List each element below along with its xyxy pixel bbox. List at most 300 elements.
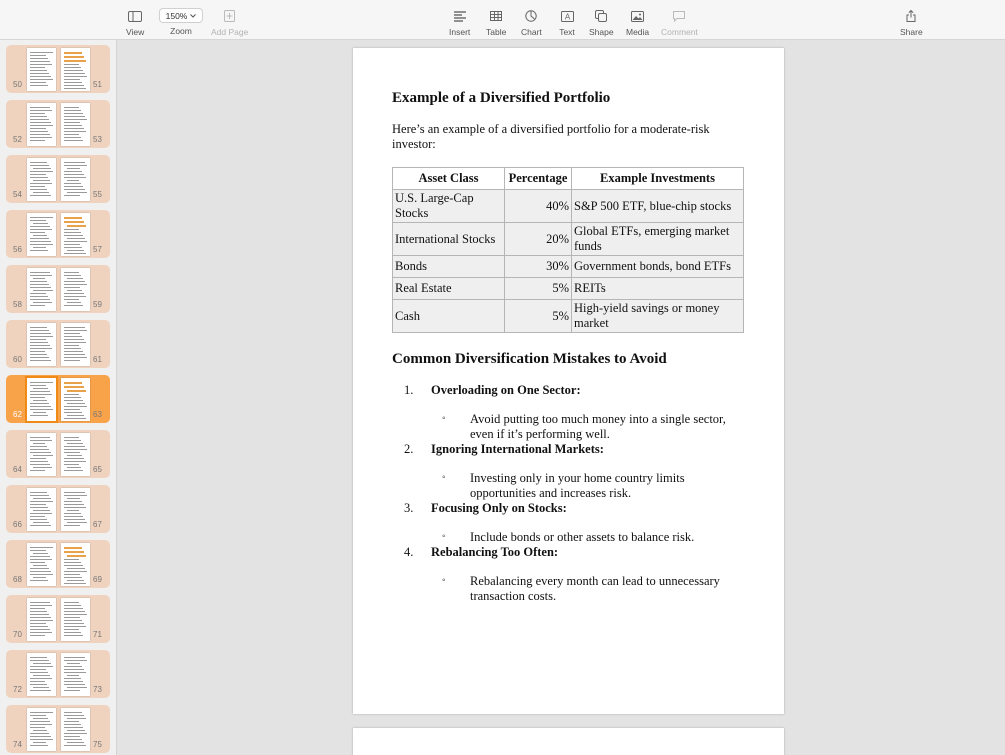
add-page-button[interactable] [211, 8, 248, 37]
page-thumbnail[interactable] [61, 543, 90, 586]
thumbnail-text-line [64, 284, 87, 285]
page-spread[interactable] [6, 100, 110, 148]
thumbnail-text-line [67, 742, 84, 743]
cell-example-investments[interactable]: S&P 500 ETF, blue-chip stocks [572, 190, 744, 223]
thumbnail-text-line [30, 608, 45, 609]
page-number: 52 [13, 135, 22, 144]
thumbnail-text-line [33, 388, 48, 389]
page-number: 63 [93, 410, 102, 419]
table-row [393, 256, 744, 278]
thumbnail-text-line [67, 290, 82, 291]
thumbnail-text-line [30, 128, 46, 129]
thumbnail-text-line [30, 562, 45, 563]
page-spread[interactable] [6, 485, 110, 533]
page-number: 53 [93, 135, 102, 144]
thumbnail-text-line [30, 394, 52, 395]
thumbnail-text-line [67, 498, 80, 499]
page-thumbnail[interactable] [61, 598, 90, 641]
thumbnail-text-line [30, 623, 46, 624]
zoom-label: Zoom [170, 26, 192, 36]
page-number: 59 [93, 300, 102, 309]
chevron-down-icon [190, 14, 196, 18]
thumbnail-text-line [64, 70, 83, 71]
thumbnail-text-line [30, 125, 53, 126]
thumbnail-text-line [30, 681, 45, 682]
document-canvas [117, 40, 1005, 755]
thumbnail-text-line [30, 345, 50, 346]
share-icon [902, 8, 920, 24]
thumbnail-text-line [33, 302, 52, 303]
thumbnail-text-line [33, 687, 49, 688]
thumbnail-text-line [64, 357, 87, 358]
thumbnail-text-line [33, 168, 51, 169]
thumbnail-text-line [33, 192, 49, 193]
thumbnail-text-line [30, 745, 48, 746]
thumbnail-text-line [64, 56, 84, 58]
cell-example-investments[interactable]: High-yield savings or money market [572, 300, 744, 333]
page-number: 74 [13, 740, 22, 749]
mistake-detail: Avoid putting too much money into a single sector, even if it’s performing well. [470, 412, 726, 441]
thumbnail-text-line [67, 238, 85, 239]
thumbnail-text-line [64, 195, 80, 196]
thumbnail-text-line [64, 406, 87, 407]
thumbnail-text-line [64, 690, 80, 691]
thumbnail-text-line [30, 165, 49, 166]
page-spread[interactable] [6, 705, 110, 753]
thumbnail-text-line [33, 467, 52, 468]
thumbnail-text-line [30, 217, 53, 218]
chart-icon [522, 8, 540, 24]
thumbnail-text-line [67, 250, 84, 251]
bullet-icon: ◦ [442, 531, 446, 542]
thumbnail-text-line [30, 61, 50, 62]
thumbnail-text-line [64, 330, 87, 331]
cell-percentage[interactable]: 30% [505, 256, 572, 278]
page-spread[interactable] [6, 430, 110, 478]
table-button[interactable] [486, 8, 506, 37]
thumbnail-text-line [64, 559, 79, 560]
thumbnail-text-line [64, 504, 84, 505]
table-row [393, 300, 744, 333]
mistake-detail: Include bonds or other assets to balance risk. [470, 530, 695, 544]
thumbnail-text-line [64, 565, 83, 566]
text-button[interactable] [558, 8, 576, 37]
thumbnail-text-line [30, 67, 45, 68]
thumbnail-text-line [33, 290, 53, 291]
page-number: 60 [13, 355, 22, 364]
thumbnail-text-line [33, 278, 45, 279]
thumbnail-text-line [64, 501, 82, 502]
thumbnail-text-line [64, 412, 82, 413]
page-thumbnail[interactable] [61, 158, 90, 201]
thumbnail-text-line [64, 672, 86, 673]
thumbnail-text-line [64, 217, 82, 219]
zoom-select[interactable] [159, 8, 203, 23]
thumbnail-text-line [67, 730, 85, 731]
thumbnail-text-line [30, 547, 53, 548]
page-number: 71 [93, 630, 102, 639]
thumbnail-text-line [67, 510, 79, 511]
thumbnail-text-line [64, 461, 86, 462]
thumbnail-text-line [64, 516, 83, 517]
thumbnail-text-line [67, 675, 79, 676]
thumbnail-text-line [30, 287, 51, 288]
table-row [393, 278, 744, 300]
table-row [393, 190, 744, 223]
share-label: Share [900, 27, 923, 37]
text-icon [558, 8, 576, 24]
page-number: 61 [93, 355, 102, 364]
chart-button[interactable] [521, 8, 542, 37]
page-number: 66 [13, 520, 22, 529]
page-thumbnail[interactable] [27, 103, 56, 146]
thumbnail-text-line [64, 721, 79, 722]
thumbnail-text-line [64, 507, 86, 508]
thumbnail-text-line [33, 235, 47, 236]
thumbnail-text-line [64, 681, 83, 682]
sub-list-item [442, 574, 752, 604]
next-document-page[interactable] [353, 728, 784, 755]
thumbnail-text-line [64, 88, 86, 89]
thumbnail-text-line [67, 443, 83, 444]
page-thumbnail[interactable] [61, 433, 90, 476]
cell-example-investments[interactable]: Government bonds, bond ETFs [572, 256, 744, 278]
thumbnail-text-line [64, 394, 79, 395]
page-spread[interactable] [6, 155, 110, 203]
page-thumbnail[interactable] [61, 488, 90, 531]
shape-icon [592, 8, 610, 24]
thumbnail-text-line [30, 382, 53, 383]
shape-button[interactable] [589, 8, 614, 37]
thumbnail-text-line [30, 195, 51, 196]
thumbnail-text-line [67, 180, 79, 181]
thumbnail-text-line [64, 712, 82, 713]
thumbnail-text-line [64, 52, 82, 54]
thumbnail-text-line [30, 403, 49, 404]
page-thumbnail[interactable] [61, 708, 90, 751]
thumbnail-text-line [64, 67, 81, 68]
thumbnail-text-line [30, 504, 46, 505]
thumbnail-text-line [33, 510, 50, 511]
page-thumbnail[interactable] [27, 268, 56, 311]
thumbnail-text-line [64, 348, 81, 349]
table-header-row [393, 168, 744, 190]
thumbnail-text-line [64, 635, 83, 636]
comment-button[interactable] [661, 8, 698, 37]
thumbnail-text-line [30, 140, 45, 141]
thumbnail-text-line [30, 272, 50, 273]
add-page-label: Add Page [211, 27, 249, 37]
thumbnail-text-line [30, 137, 52, 138]
page-thumbnail[interactable] [27, 48, 56, 91]
thumbnail-text-line [30, 556, 50, 557]
thumbnail-text-line [64, 235, 83, 236]
list-number: 4. [404, 545, 414, 559]
page-thumbnail[interactable] [61, 48, 90, 91]
thumbnail-text-line [67, 168, 80, 169]
thumbnail-text-line [30, 357, 49, 358]
page-spread[interactable] [6, 540, 110, 588]
page-spread[interactable] [6, 210, 110, 258]
media-button[interactable] [626, 8, 649, 37]
thumbnail-text-line [30, 284, 49, 285]
thumbnail-text-line [30, 715, 46, 716]
thumbnail-text-line [30, 64, 52, 65]
page-thumbnail[interactable] [61, 103, 90, 146]
cell-percentage[interactable]: 5% [505, 300, 572, 333]
thumbnail-text-line [64, 458, 84, 459]
cell-percentage[interactable]: 20% [505, 223, 572, 256]
thumbnail-text-line [30, 351, 45, 352]
thumbnail-text-line [33, 565, 47, 566]
insert-label: Insert [449, 27, 471, 37]
thumbnail-text-line [33, 223, 48, 224]
thumbnail-text-line [30, 449, 49, 450]
thumbnail-text-line [33, 742, 46, 743]
thumbnail-text-line [30, 339, 46, 340]
page-thumbnail[interactable] [27, 323, 56, 366]
thumbnail-text-line [30, 55, 46, 56]
header-example-investments: Example Investments [572, 168, 744, 190]
cell-asset-class[interactable]: Real Estate [393, 278, 505, 300]
thumbnail-text-line [30, 238, 49, 239]
thumbnail-text-line [64, 360, 80, 361]
mistakes-list [392, 383, 752, 604]
cell-asset-class[interactable]: International Stocks [393, 223, 505, 256]
mistake-title: Focusing Only on Stocks: [431, 501, 567, 515]
list-number: 2. [404, 442, 414, 456]
thumbnail-text-line [30, 342, 48, 343]
zoom-value: 150% [165, 10, 188, 21]
thumbnail-text-line [30, 736, 51, 737]
thumbnail-text-line [64, 345, 79, 346]
insert-icon [451, 8, 469, 24]
thumbnail-text-line [30, 452, 51, 453]
thumbnail-text-line [30, 85, 48, 86]
text-label: Text [559, 27, 575, 37]
view-label: View [126, 27, 145, 37]
thumbnail-text-line [30, 617, 51, 618]
page-thumbnail[interactable] [61, 378, 90, 421]
header-percentage: Percentage [505, 168, 572, 190]
thumbnail-text-line [64, 669, 84, 670]
thumbnail-text-line [64, 400, 83, 401]
thumbnail-text-line [30, 461, 48, 462]
thumbnail-text-line [30, 397, 45, 398]
thumbnail-text-line [67, 663, 80, 664]
cell-example-investments[interactable]: REITs [572, 278, 744, 300]
toolbar [0, 0, 1005, 40]
thumbnail-text-line [30, 507, 48, 508]
thumbnail-text-line [64, 452, 80, 453]
portfolio-intro: Here’s an example of a diversified portfolio for a moderate-risk investor: [392, 122, 710, 151]
thumbnail-text-line [30, 611, 47, 612]
table-label: Table [486, 27, 507, 37]
thumbnail-text-line [33, 455, 53, 456]
thumbnail-text-line [64, 336, 82, 337]
thumbnail-text-line [64, 577, 82, 578]
svg-text:A: A [564, 12, 570, 21]
page-number: 58 [13, 300, 22, 309]
page-thumbnail[interactable] [27, 213, 56, 256]
cell-asset-class[interactable]: U.S. Large-Cap Stocks [393, 190, 505, 223]
media-label: Media [626, 27, 650, 37]
thumbnail-text-line [30, 614, 49, 615]
table-row [393, 223, 744, 256]
page-thumbnail[interactable] [27, 488, 56, 531]
table-icon [487, 8, 505, 24]
page-number: 75 [93, 740, 102, 749]
thumbnail-text-line [64, 189, 85, 190]
thumbnail-text-line [30, 241, 51, 242]
page-number: 65 [93, 465, 102, 474]
page-thumbnail[interactable] [27, 543, 56, 586]
comment-icon [670, 8, 688, 24]
zoom-control[interactable] [159, 8, 203, 36]
page-thumbnail[interactable] [61, 323, 90, 366]
thumbnail-text-line [64, 657, 85, 658]
thumbnail-text-line [30, 626, 48, 627]
thumbnail-text-line [30, 733, 49, 734]
thumbnail-text-line [33, 400, 47, 401]
cell-percentage[interactable]: 40% [505, 190, 572, 223]
thumbnail-text-line [30, 250, 48, 251]
cell-example-investments[interactable]: Global ETFs, emerging market funds [572, 223, 744, 256]
thumbnail-text-line [30, 724, 52, 725]
page-thumbnail[interactable] [27, 433, 56, 476]
thumbnail-text-line [64, 116, 85, 117]
thumbnail-text-line [30, 333, 51, 334]
thumbnail-text-line [64, 247, 82, 248]
mistake-title: Overloading on One Sector: [431, 383, 581, 397]
view-button[interactable] [126, 8, 144, 37]
thumbnail-text-line [64, 232, 81, 233]
thumbnail-text-line [67, 225, 86, 227]
sub-list-item [442, 412, 752, 442]
thumbnail-text-line [64, 125, 82, 126]
bullet-icon: ◦ [442, 413, 446, 424]
thumbnail-text-line [64, 110, 81, 111]
thumbnail-text-line [30, 415, 48, 416]
page-spread[interactable] [6, 595, 110, 643]
thumbnail-text-line [64, 623, 84, 624]
thumbnail-text-line [30, 574, 53, 575]
thumbnail-text-line [64, 342, 86, 343]
thumbnail-text-line [30, 437, 50, 438]
thumbnail-text-line [33, 522, 49, 523]
page-spread[interactable] [6, 45, 110, 93]
bullet-icon: ◦ [442, 575, 446, 586]
thumbnail-text-line [64, 272, 79, 273]
thumbnail-text-line [64, 437, 79, 438]
thumbnail-text-line [30, 220, 46, 221]
thumbnail-text-line [64, 626, 86, 627]
thumbnail-text-line [64, 351, 83, 352]
thumbnail-text-line [30, 501, 53, 502]
page-thumbnail[interactable] [27, 598, 56, 641]
document-page[interactable] [353, 48, 784, 714]
thumbnail-text-line [30, 525, 51, 526]
page-number: 51 [93, 80, 102, 89]
thumbnail-text-line [67, 467, 81, 468]
thumbnail-text-line [64, 333, 80, 334]
thumbnail-text-line [64, 327, 85, 328]
thumbnail-text-line [33, 412, 46, 413]
thumbnail-text-line [30, 116, 47, 117]
page-number: 54 [13, 190, 22, 199]
thumbnail-text-line [64, 60, 86, 62]
insert-button[interactable] [449, 8, 470, 37]
list-item [392, 501, 752, 545]
thumbnail-text-line [30, 299, 50, 300]
page-number: 56 [13, 245, 22, 254]
thumbnail-text-line [67, 390, 86, 392]
thumbnail-text-line [64, 244, 80, 245]
thumbnail-text-line [30, 330, 49, 331]
page-thumbnail[interactable] [27, 653, 56, 696]
thumbnail-text-line [30, 119, 49, 120]
thumbnail-text-line [64, 281, 85, 282]
page-spread[interactable] [6, 265, 110, 313]
thumbnail-text-line [64, 305, 83, 306]
thumbnail-text-line [33, 577, 46, 578]
thumbnail-text-line [30, 657, 47, 658]
thumbnail-text-line [30, 305, 45, 306]
cell-asset-class[interactable]: Bonds [393, 256, 505, 278]
page-thumbnail[interactable] [61, 213, 90, 256]
thumbnail-text-line [64, 525, 80, 526]
thumbnail-text-line [64, 131, 86, 132]
thumbnail-text-line [33, 498, 51, 499]
thumbnail-text-line [64, 128, 84, 129]
thumbnail-text-line [30, 232, 45, 233]
thumbnail-text-line [30, 712, 53, 713]
thumbnail-text-line [30, 629, 50, 630]
share-button[interactable] [900, 8, 923, 37]
page-thumbnail[interactable] [27, 378, 56, 421]
page-number: 68 [13, 575, 22, 584]
cell-asset-class[interactable]: Cash [393, 300, 505, 333]
list-item [392, 442, 752, 501]
thumbnail-text-line [30, 690, 51, 691]
page-thumbnail[interactable] [61, 653, 90, 696]
thumbnail-text-line [64, 571, 87, 572]
thumbnail-text-line [64, 449, 87, 450]
thumbnail-text-line [64, 519, 85, 520]
sidebar-view-icon [126, 8, 144, 24]
header-asset-class: Asset Class [393, 168, 505, 190]
thumbnail-text-line [30, 327, 47, 328]
thumbnail-text-line [30, 275, 52, 276]
thumbnail-text-line [30, 76, 51, 77]
cell-percentage[interactable]: 5% [505, 278, 572, 300]
page-spread[interactable] [6, 320, 110, 368]
portfolio-table[interactable] [392, 167, 744, 333]
page-thumbnail[interactable] [27, 158, 56, 201]
page-spread[interactable] [6, 375, 110, 423]
thumbnail-text-line [30, 464, 50, 465]
page-spread[interactable] [6, 650, 110, 698]
thumbnail-text-line [64, 684, 85, 685]
thumbnail-text-line [30, 177, 48, 178]
thumbnail-text-line [64, 73, 85, 74]
mistake-title: Rebalancing Too Often: [431, 545, 559, 559]
thumbnail-text-line [30, 110, 52, 111]
page-thumbnail[interactable] [61, 268, 90, 311]
page-thumbnail[interactable] [27, 708, 56, 751]
thumbnail-text-line [33, 675, 50, 676]
thumbnail-text-line [64, 513, 81, 514]
